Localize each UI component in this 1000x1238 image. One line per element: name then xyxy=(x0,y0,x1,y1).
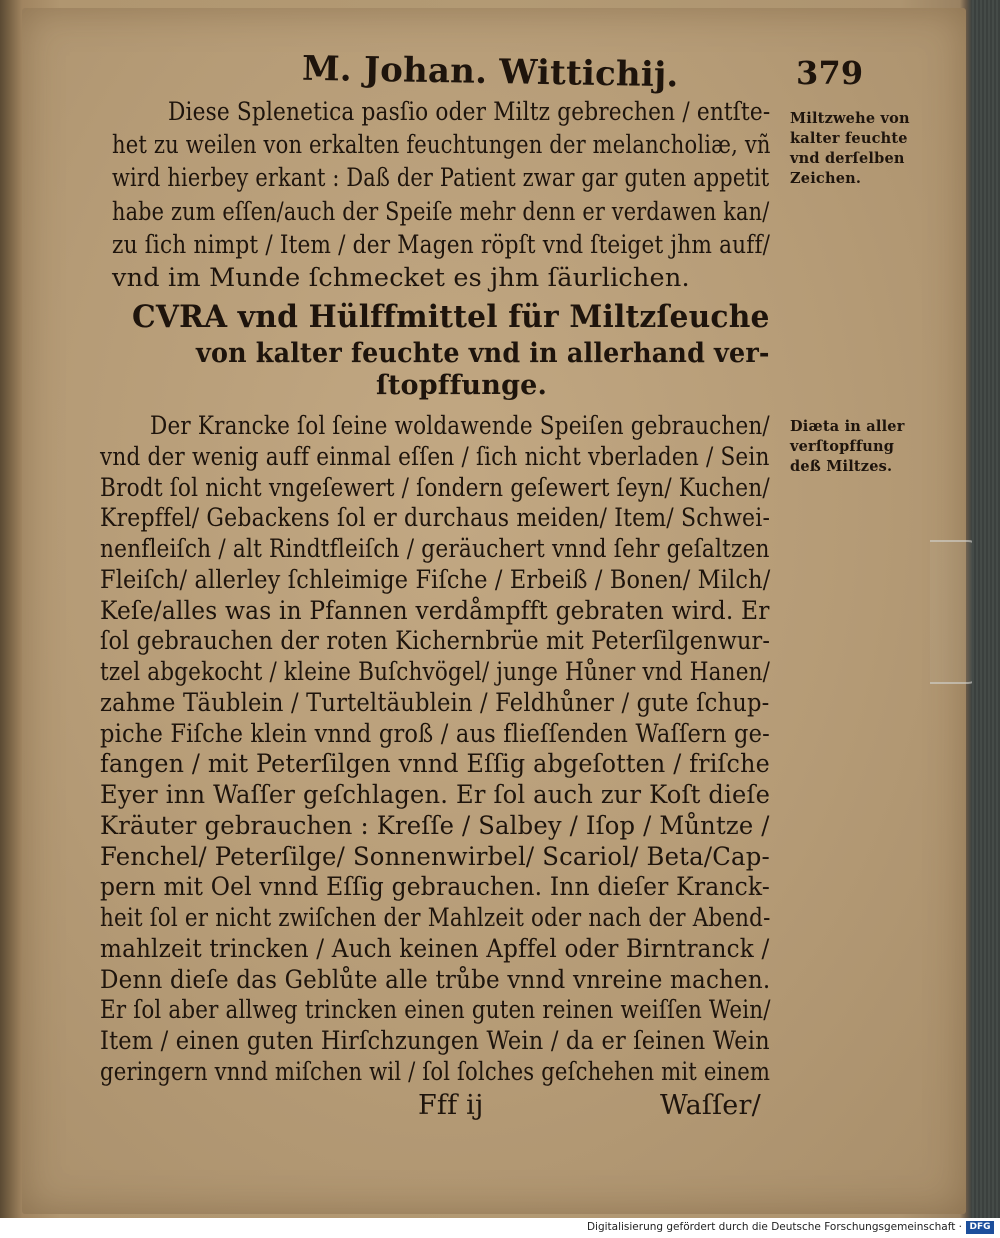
text-line: wird hierbey erkant : Daß der Patient zwar gar guten appetit xyxy=(112,163,770,193)
text-line: zu ſich nimpt / Item / der Magen röpſt vnd ſteiget jhm auff/ xyxy=(112,230,771,260)
margin-note-line: Miltzwehe von xyxy=(790,110,910,127)
text-line: het zu weilen von erkalten feuchtungen der melancholiæ, vñ xyxy=(112,130,771,160)
text-line: Denn dieſe das Geblůte alle trůbe vnnd vnreine machen. xyxy=(100,965,771,995)
margin-note-line: Zeichen. xyxy=(790,170,862,187)
text-line: zahme Täublein / Turteltäublein / Feldhůner / gute ſchup- xyxy=(100,688,770,718)
margin-note-line: verſtopffung xyxy=(790,438,895,455)
text-line: vnd im Munde ſchmecket es jhm ſäurlichen. xyxy=(112,263,690,293)
digitization-footer xyxy=(0,1218,1000,1238)
margin-note-line: Diæta in aller xyxy=(790,418,905,435)
text-line: Krepffel/ Gebackens ſol er durchaus meiden/ Item/ Schwei- xyxy=(100,503,771,533)
text-line: heit ſol er nicht zwiſchen der Mahlzeit oder nach der Abend- xyxy=(100,903,771,933)
text-line: Fleiſch/ allerley ſchleimige Fiſche / Erbeiß / Bonen/ Milch/ xyxy=(100,565,771,595)
text-line: Eyer inn Waſſer geſchlagen. Er ſol auch zur Koſt dieſe xyxy=(100,780,771,810)
text-line: Keſe/alles was in Pfannen verdåmpfft gebraten wird. Er xyxy=(100,596,770,626)
text-line: Er ſol aber allweg trincken einen guten reinen weiſſen Wein/ xyxy=(100,995,771,1025)
text-line: geringern vnnd miſchen wil / ſol ſolches geſchehen mit einem xyxy=(100,1057,771,1087)
text-line: Der Krancke ſol ſeine woldawende Speiſen gebrauchen/ xyxy=(150,411,770,441)
margin-note-line: deß Miltzes. xyxy=(790,458,893,475)
text-line: fangen / mit Peterſilgen vnnd Eſſig abgeſotten / friſche xyxy=(100,749,770,779)
section-heading-line: CVRA vnd Hülffmittel für Miltzſeuche xyxy=(132,299,770,335)
running-head-title: M. Johan. Wittichij. xyxy=(301,48,679,96)
text-line: pern mit Oel vnnd Eſſig gebrauchen. Inn dieſer Kranck- xyxy=(100,872,770,902)
text-line: Diese Splenetica pasſio oder Miltz gebrechen / entſte- xyxy=(168,97,771,127)
section-heading-line: ſtopffunge. xyxy=(376,370,548,401)
margin-note-line: kalter feuchte xyxy=(790,130,908,147)
text-line: tzel abgekocht / kleine Buſchvögel/ junge Hůner vnd Hanen/ xyxy=(100,657,771,687)
page-number: 379 xyxy=(796,54,864,92)
catchword: Waſſer/ xyxy=(660,1090,761,1121)
text-line: Fenchel/ Peterſilge/ Sonnenwirbel/ Scariol/ Beta/Cap- xyxy=(100,842,770,872)
footer-credit-text: Digitalisierung gefördert durch die Deutsche Forschungsgemeinschaft · xyxy=(586,1221,962,1233)
text-line: nenfleiſch / alt Rindtfleiſch / geräuchert vnnd ſehr geſaltzen xyxy=(100,534,770,564)
dfg-logo: DFG xyxy=(966,1221,994,1234)
text-line: Kräuter gebrauchen : Kreſſe / Salbey / Iſop / Můntze / xyxy=(100,811,770,841)
margin-note-line: vnd derſelben xyxy=(790,150,905,167)
text-line: habe zum eſſen/auch der Speiſe mehr denn er verdawen kan/ xyxy=(112,197,770,227)
book-edge-strip xyxy=(972,0,1000,1218)
text-line: Item / einen guten Hirſchzungen Wein / da er ſeinen Wein xyxy=(100,1026,770,1056)
text-line: piche Fiſche klein vnnd groß / aus flieſſenden Waſſern ge- xyxy=(100,719,770,749)
text-line: vnd der wenig auff einmal eſſen / ſich nicht vberladen / Sein xyxy=(100,442,770,472)
text-line: ſol gebrauchen der roten Kichernbrüe mit Peterſilgenwur- xyxy=(100,626,771,656)
text-line: mahlzeit trincken / Auch keinen Apffel oder Birntranck / xyxy=(100,934,770,964)
signature-mark: Fff ij xyxy=(418,1090,484,1121)
section-heading-line: von kalter feuchte vnd in allerhand ver- xyxy=(196,338,770,369)
text-line: Brodt ſol nicht vngeſewert / ſondern geſewert ſeyn/ Kuchen/ xyxy=(100,473,770,503)
